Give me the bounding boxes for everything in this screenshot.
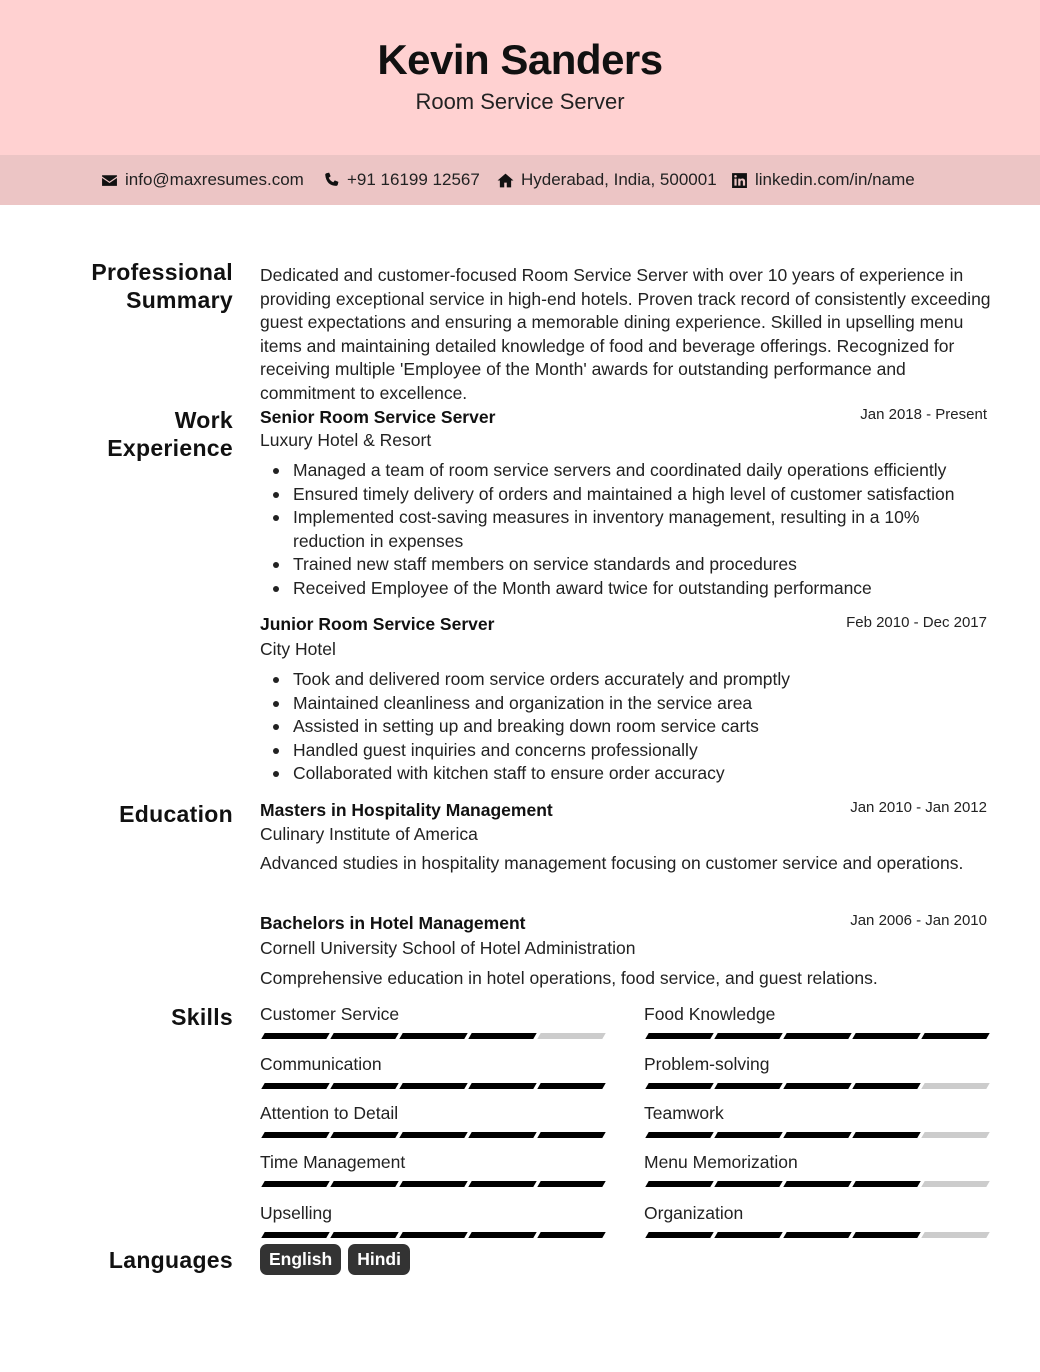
skill-name: Time Management: [260, 1152, 406, 1172]
list-item: Trained new staff members on service standards and procedures: [260, 553, 995, 577]
degree-date: Jan 2010 - Jan 2012: [850, 799, 987, 816]
skill-segment-filled: [468, 1132, 536, 1138]
skill-name: Customer Service: [260, 1004, 400, 1024]
skill-item: [644, 1102, 987, 1124]
skill-segment-filled: [714, 1181, 782, 1187]
skill-level-bar: [644, 1083, 987, 1089]
list-item: Collaborated with kitchen staff to ensure order accuracy: [260, 762, 995, 786]
language-chip: English: [260, 1244, 341, 1275]
contact-address-text: Hyderabad, India, 500001: [521, 170, 717, 189]
skill-name: Attention to Detail: [260, 1103, 399, 1123]
job-title: Senior Room Service Server: [260, 407, 496, 427]
skill-level-bar: [644, 1033, 987, 1039]
skill-segment-filled: [783, 1083, 851, 1089]
skill-level-bar: [644, 1232, 987, 1238]
section-heading-summary: Professional Summary: [91, 259, 233, 313]
resume-header: [0, 0, 1040, 155]
job-bullets: [260, 459, 995, 601]
skill-segment-filled: [714, 1083, 782, 1089]
skill-segment-filled: [921, 1033, 989, 1039]
skill-segment-filled: [852, 1232, 920, 1238]
skill-segment-filled: [261, 1132, 329, 1138]
skill-segment-empty: [921, 1232, 989, 1238]
skill-name: Communication: [260, 1054, 382, 1074]
linkedin-icon: [731, 172, 748, 189]
list-item: Ensured timely delivery of orders and maintained a high level of customer satisfaction: [260, 483, 995, 507]
contact-linkedin-text: linkedin.com/in/name: [755, 170, 915, 189]
skill-segment-filled: [330, 1132, 398, 1138]
skill-level-bar: [260, 1232, 603, 1238]
skill-segment-filled: [261, 1232, 329, 1238]
job-company: Luxury Hotel & Resort: [260, 430, 432, 450]
summary-text: Dedicated and customer-focused Room Service Server with over 10 years of experience in providing exceptional service in high-end hotels. Proven track record of consistently exceeding guest expectations and ensuring a memorable dining experience. Skilled in upselling menu items and maintaining detailed knowledge of food and beverage offerings. Recognized for receiving multiple 'Employee of the Month' awards for outstanding performance and commitment to excellence.: [260, 265, 991, 403]
skill-level-bar: [260, 1132, 603, 1138]
skill-segment-filled: [330, 1181, 398, 1187]
skill-level-bar: [644, 1181, 987, 1187]
contact-linkedin[interactable]: [731, 170, 915, 190]
skill-level-bar: [260, 1083, 603, 1089]
skill-segment-filled: [783, 1132, 851, 1138]
language-chip: Hindi: [348, 1244, 410, 1275]
skill-segment-filled: [537, 1181, 605, 1187]
skill-segment-filled: [645, 1181, 713, 1187]
job-bullets: [260, 668, 995, 786]
list-item: Received Employee of the Month award twice for outstanding performance: [260, 577, 995, 601]
skill-segment-filled: [468, 1083, 536, 1089]
degree-description: Advanced studies in hospitality management focusing on customer service and operations.: [260, 853, 964, 873]
language-list: [260, 1244, 410, 1275]
skill-segment-filled: [399, 1083, 467, 1089]
skill-segment-filled: [330, 1083, 398, 1089]
candidate-name: Kevin Sanders: [377, 36, 663, 83]
skill-segment-filled: [852, 1033, 920, 1039]
skill-segment-empty: [921, 1132, 989, 1138]
school-name: Culinary Institute of America: [260, 824, 478, 844]
skill-segment-filled: [783, 1232, 851, 1238]
skill-segment-filled: [261, 1181, 329, 1187]
skill-item: [260, 1003, 603, 1025]
candidate-title: Room Service Server: [415, 89, 625, 114]
skill-segment-filled: [783, 1033, 851, 1039]
skill-segment-filled: [537, 1232, 605, 1238]
skill-segment-filled: [330, 1033, 398, 1039]
job-company: City Hotel: [260, 639, 336, 659]
skill-segment-filled: [645, 1033, 713, 1039]
skill-level-bar: [260, 1033, 603, 1039]
degree-date: Jan 2006 - Jan 2010: [850, 912, 987, 929]
list-item: Assisted in setting up and breaking down room service carts: [260, 715, 995, 739]
degree-title: Masters in Hospitality Management: [260, 800, 553, 820]
skill-segment-filled: [468, 1232, 536, 1238]
list-item: Took and delivered room service orders accurately and promptly: [260, 668, 995, 692]
skill-item: [644, 1053, 987, 1075]
skill-segment-filled: [714, 1033, 782, 1039]
list-item: Implemented cost-saving measures in inventory management, resulting in a 10% reduction in expenses: [260, 506, 995, 553]
skill-item: [644, 1202, 987, 1224]
skill-item: [644, 1003, 987, 1025]
skill-name: Food Knowledge: [644, 1004, 776, 1024]
contact-phone[interactable]: [323, 170, 480, 190]
skill-segment-filled: [645, 1132, 713, 1138]
skill-segment-filled: [399, 1132, 467, 1138]
skill-item: [260, 1151, 603, 1173]
skill-segment-empty: [921, 1181, 989, 1187]
skill-segment-filled: [714, 1132, 782, 1138]
skill-segment-filled: [399, 1033, 467, 1039]
job-date: Feb 2010 - Dec 2017: [846, 614, 987, 631]
skill-segment-filled: [399, 1232, 467, 1238]
contact-email[interactable]: [101, 170, 304, 190]
section-heading-languages: Languages: [108, 1247, 233, 1273]
contact-phone-text: +91 16199 12567: [347, 170, 480, 189]
skill-segment-empty: [921, 1083, 989, 1089]
skill-item: [260, 1053, 603, 1075]
phone-icon: [323, 172, 340, 189]
degree-title: Bachelors in Hotel Management: [260, 913, 526, 933]
skill-segment-filled: [537, 1083, 605, 1089]
skill-segment-filled: [261, 1083, 329, 1089]
contact-address: [497, 170, 717, 190]
skill-segment-filled: [852, 1132, 920, 1138]
job-title: Junior Room Service Server: [260, 614, 495, 634]
skill-segment-filled: [330, 1232, 398, 1238]
contact-bar: [0, 155, 1040, 205]
skill-segment-filled: [783, 1181, 851, 1187]
contact-email-text: info@maxresumes.com: [125, 170, 304, 189]
school-name: Cornell University School of Hotel Administration: [260, 938, 636, 958]
envelope-icon: [101, 172, 118, 189]
skill-name: Problem-solving: [644, 1054, 770, 1074]
section-heading-work: Work Experience: [107, 407, 233, 461]
skill-segment-filled: [852, 1083, 920, 1089]
skill-segment-filled: [468, 1181, 536, 1187]
skill-item: [260, 1202, 603, 1224]
skill-segment-filled: [537, 1132, 605, 1138]
section-heading-education: Education: [119, 801, 233, 827]
skill-name: Menu Memorization: [644, 1152, 798, 1172]
skill-name: Upselling: [260, 1203, 332, 1223]
job-date: Jan 2018 - Present: [860, 406, 987, 423]
skill-segment-filled: [399, 1181, 467, 1187]
skill-level-bar: [644, 1132, 987, 1138]
skill-segment-filled: [468, 1033, 536, 1039]
skill-name: Teamwork: [644, 1103, 724, 1123]
skill-item: [260, 1102, 603, 1124]
degree-description: Comprehensive education in hotel operations, food service, and guest relations.: [260, 968, 878, 988]
skill-segment-filled: [852, 1181, 920, 1187]
skill-name: Organization: [644, 1203, 744, 1223]
skill-item: [644, 1151, 987, 1173]
skill-segment-filled: [645, 1083, 713, 1089]
list-item: Managed a team of room service servers and coordinated daily operations efficiently: [260, 459, 995, 483]
skill-segment-empty: [537, 1033, 605, 1039]
skill-segment-filled: [645, 1232, 713, 1238]
list-item: Maintained cleanliness and organization in the service area: [260, 692, 995, 716]
skill-segment-filled: [261, 1033, 329, 1039]
skill-level-bar: [260, 1181, 603, 1187]
skill-segment-filled: [714, 1232, 782, 1238]
home-icon: [497, 172, 514, 189]
section-heading-skills: Skills: [171, 1004, 233, 1030]
list-item: Handled guest inquiries and concerns professionally: [260, 739, 995, 763]
